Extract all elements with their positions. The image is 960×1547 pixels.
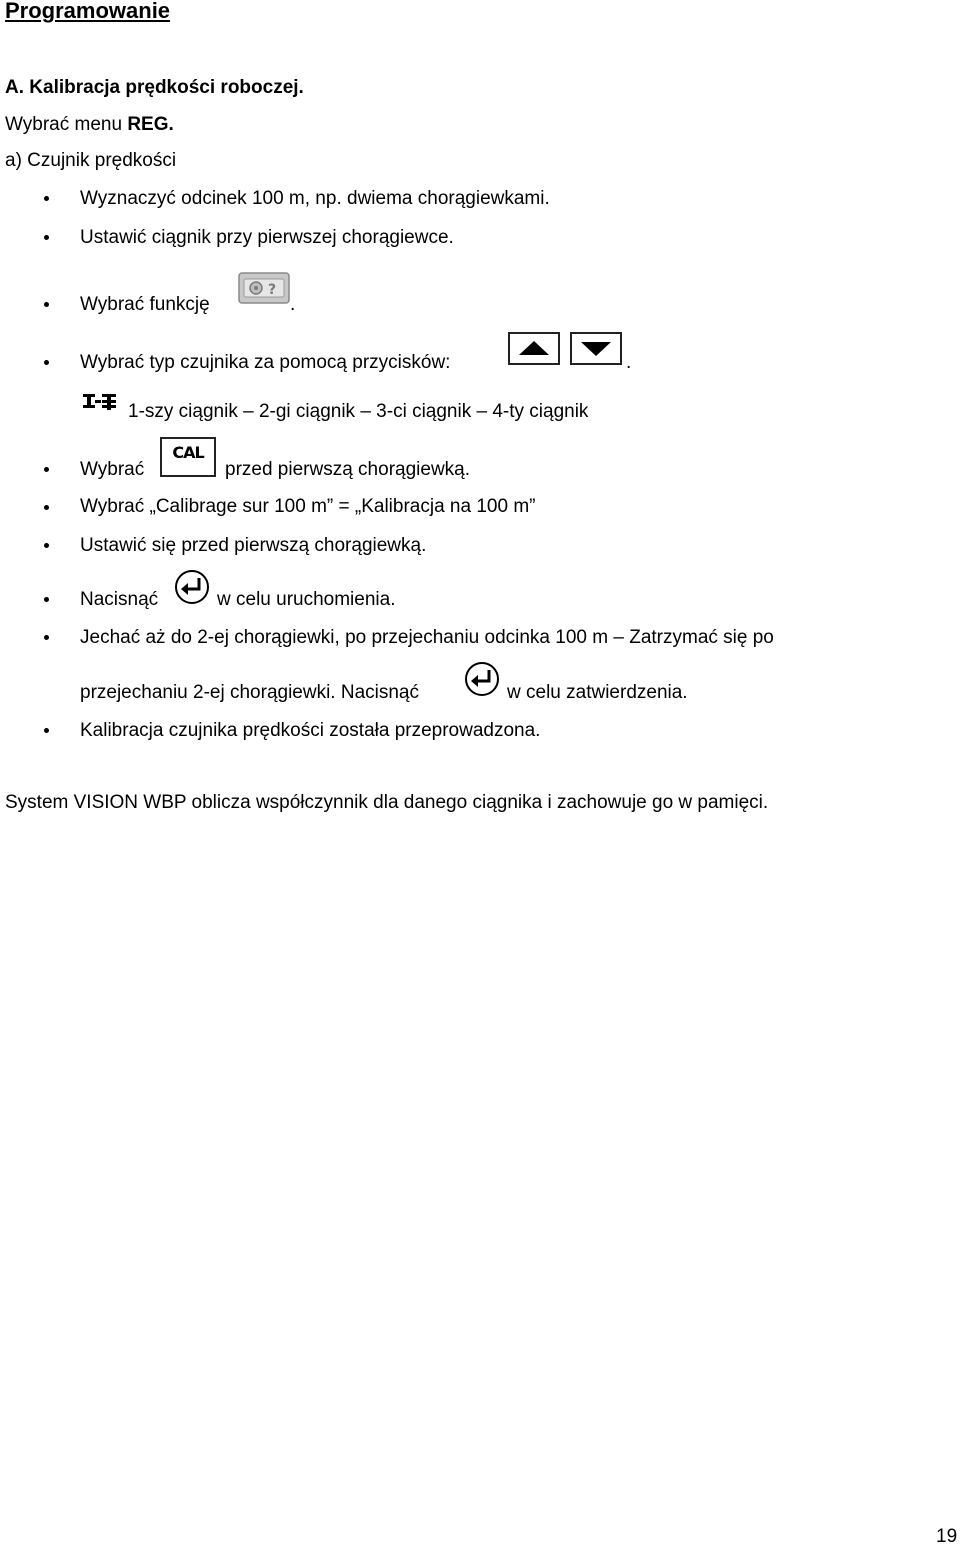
- step-text: w celu uruchomienia.: [217, 589, 396, 610]
- subsection-heading: a) Czujnik prędkości: [5, 150, 177, 171]
- bullet: [44, 196, 49, 201]
- step-text: w celu zatwierdzenia.: [507, 682, 688, 703]
- arrow-up-icon: [510, 334, 558, 363]
- down-button-image: [570, 332, 622, 365]
- step-text: Wybrać: [80, 459, 145, 480]
- tractor-options-text: 1-szy ciągnik – 2-gi ciągnik – 3-ci ciągnik – 4-ty ciągnik: [128, 401, 589, 422]
- tractor-select-icon: [82, 393, 118, 413]
- bullet: [44, 467, 49, 472]
- step-text: Ustawić się przed pierwszą chorągiewką.: [80, 535, 427, 556]
- bullet: [44, 235, 49, 240]
- section-heading: A. Kalibracja prędkości roboczej.: [5, 77, 304, 98]
- step-text: Wybrać funkcję: [80, 294, 210, 315]
- step-punct: .: [626, 352, 632, 373]
- menu-reg-label: REG.: [127, 114, 174, 135]
- bullet: [44, 302, 49, 307]
- step-text: przed pierwszą chorągiewką.: [225, 459, 471, 480]
- arrow-down-icon: [572, 334, 620, 363]
- step-text: przejechaniu 2-ej chorągiewki. Nacisnąć: [80, 682, 420, 703]
- step-punct: .: [290, 294, 296, 315]
- bullet: [44, 635, 49, 640]
- step-text: Wybrać typ czujnika za pomocą przycisków:: [80, 352, 451, 373]
- cal-label: CAL: [172, 443, 204, 462]
- page-number: 19: [936, 1526, 958, 1547]
- step-text: Jechać aż do 2-ej chorągiewki, po przejechaniu odcinka 100 m – Zatrzymać się po: [80, 627, 774, 648]
- bullet: [44, 597, 49, 602]
- step-text: Kalibracja czujnika prędkości została przeprowadzona.: [80, 720, 541, 741]
- page-title: Programowanie: [5, 0, 171, 23]
- bullet: [44, 505, 49, 510]
- bullet: [44, 728, 49, 733]
- step-text: Wybrać „Calibrage sur 100 m” = „Kalibracja na 100 m”: [80, 496, 536, 517]
- enter-icon: [173, 569, 211, 605]
- step-text: Wyznaczyć odcinek 100 m, np. dwiema chorągiewkami.: [80, 188, 550, 209]
- up-button-image: [508, 332, 560, 365]
- select-menu-text: Wybrać menu: [5, 114, 128, 135]
- step-text: Nacisnąć: [80, 589, 159, 610]
- select-menu-line: [5, 115, 174, 134]
- enter-icon: [463, 661, 501, 697]
- bullet: [44, 543, 49, 548]
- bullet: [44, 360, 49, 365]
- summary-text: System VISION WBP oblicza współczynnik dla danego ciągnika i zachowuje go w pamięci.: [5, 792, 769, 813]
- cal-button-image: [160, 437, 216, 477]
- svg-text:?: ?: [267, 282, 277, 298]
- step-text: Ustawić ciągnik przy pierwszej chorągiewce.: [80, 227, 454, 248]
- sensor-function-icon: [238, 271, 290, 307]
